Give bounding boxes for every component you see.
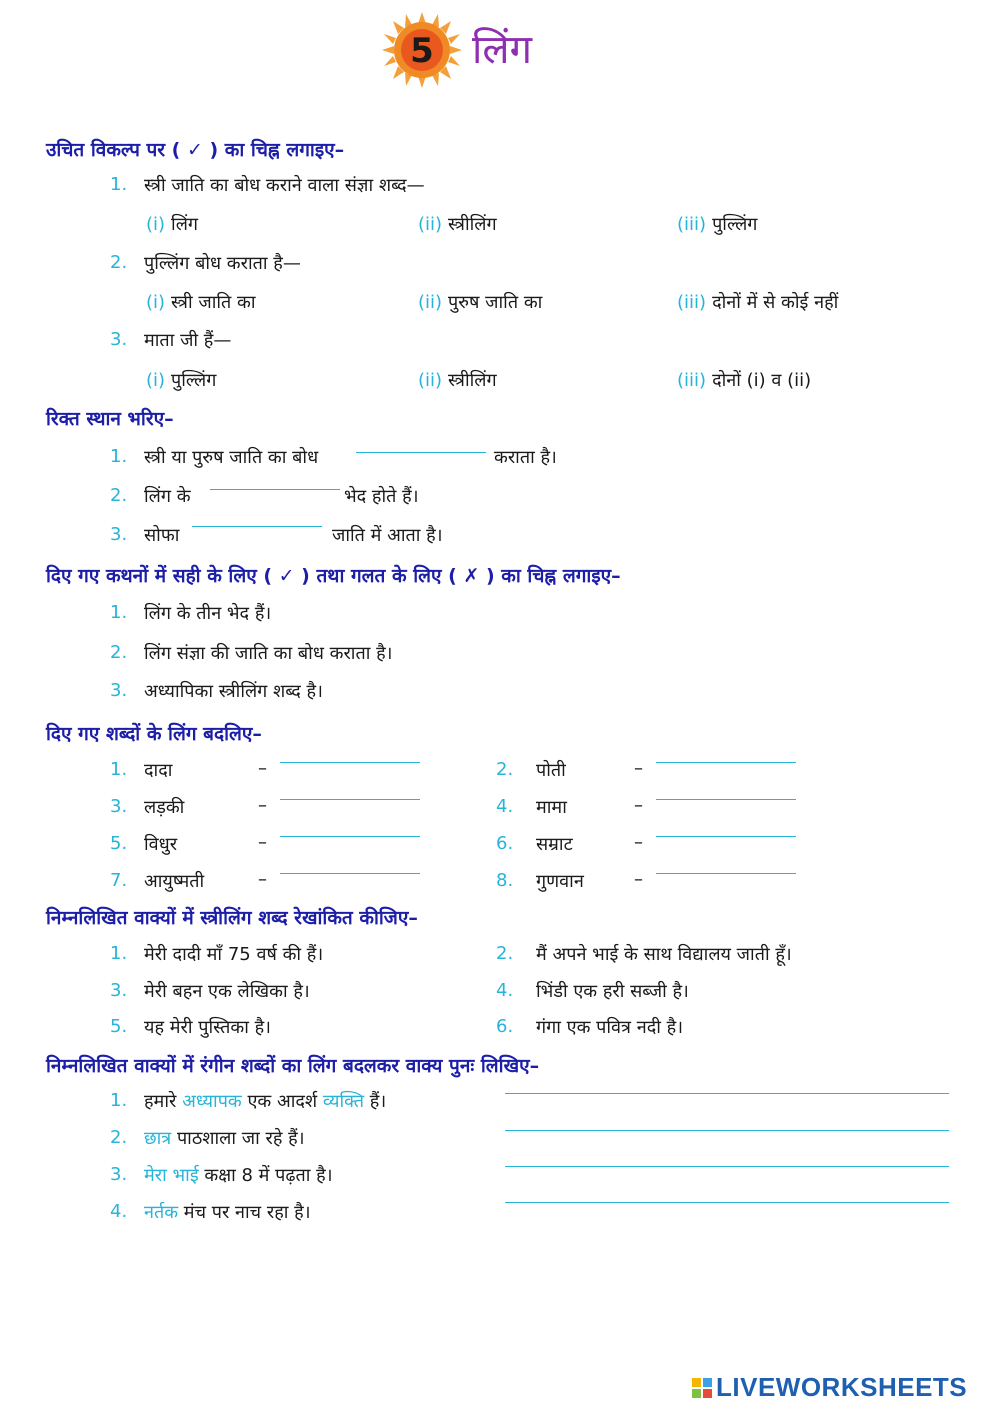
sentence-part: मंच पर नाच रहा है। [178, 1202, 311, 1223]
s4-item6-blank[interactable] [656, 836, 796, 837]
s1-q1-option-3[interactable] [677, 212, 757, 236]
logo-square [692, 1389, 701, 1398]
s1-q3-option-2[interactable] [418, 368, 497, 392]
option-text: स्त्रीलिंग [448, 370, 497, 391]
s6-item4-answer-line[interactable] [505, 1202, 949, 1203]
s5-item5-number: 5. [110, 1016, 128, 1037]
s1-q2-option-3[interactable] [677, 290, 838, 314]
s4-item3-blank[interactable] [280, 799, 420, 800]
colored-word: मेरा भाई [144, 1165, 199, 1186]
option-text: पुरुष जाति का [448, 292, 543, 313]
s5-item1-number: 1. [110, 943, 128, 964]
s4-item2-number: 2. [496, 759, 514, 780]
option-label: (i) [146, 214, 166, 235]
s4-item3-word: लड़की [144, 797, 185, 818]
s2-item3-blank[interactable] [192, 526, 322, 527]
s4-item5-blank[interactable] [280, 836, 420, 837]
s4-item8-number: 8. [496, 870, 514, 891]
s5-item5-text[interactable]: यह मेरी पुस्तिका है। [144, 1017, 271, 1038]
s4-item1-dash: – [258, 758, 267, 779]
logo-square [703, 1389, 712, 1398]
s6-item4-number: 4. [110, 1201, 128, 1222]
s3-item3-text: अध्यापिका स्त्रीलिंग शब्द है। [144, 681, 323, 702]
s2-item2-after: भेद होते हैं। [344, 486, 419, 507]
colored-word: नर्तक [144, 1202, 179, 1223]
s1-q2-option-1[interactable] [146, 290, 256, 314]
option-label: (i) [146, 292, 166, 313]
s4-item5-dash: – [258, 832, 267, 853]
logo-text: LIVEWORKSHEETS [716, 1372, 968, 1402]
s2-item3-before: सोफा [144, 525, 180, 546]
s6-item1-answer-line[interactable] [505, 1093, 949, 1094]
s4-item7-number: 7. [110, 870, 128, 891]
sentence-part: हमारे [144, 1091, 183, 1112]
s4-item1-number: 1. [110, 759, 128, 780]
s3-item3-number: 3. [110, 680, 128, 701]
s2-item1-after: कराता है। [494, 447, 557, 468]
s6-item3-sentence [144, 1163, 333, 1187]
s4-item4-number: 4. [496, 796, 514, 817]
chapter-number-badge [378, 10, 466, 90]
s1-q2-number: 2. [110, 252, 128, 273]
s5-item3-text[interactable]: मेरी बहन एक लेखिका है। [144, 981, 310, 1002]
s5-item1-text[interactable]: मेरी दादी माँ 75 वर्ष की हैं। [144, 944, 324, 965]
section2-heading: रिक्त स्थान भरिए– [46, 408, 174, 430]
s6-item1-sentence [144, 1089, 386, 1113]
s4-item1-word: दादा [144, 760, 173, 781]
sentence-part: पाठशाला जा रहे हैं। [171, 1128, 305, 1149]
s4-item4-blank[interactable] [656, 799, 796, 800]
s5-item4-text[interactable]: भिंडी एक हरी सब्जी है। [536, 981, 689, 1002]
s3-item1-text: लिंग के तीन भेद हैं। [144, 603, 272, 624]
option-text: पुल्लिंग [712, 214, 758, 235]
option-text: लिंग [171, 214, 199, 235]
option-text: दोनों (i) व (ii) [712, 370, 812, 391]
option-label: (iii) [677, 292, 707, 313]
option-text: स्त्रीलिंग [448, 214, 497, 235]
section3-heading: दिए गए कथनों में सही के लिए ( ✓ ) तथा गलत के लिए ( ✗ ) का चिह्न लगाइए– [46, 565, 621, 587]
s1-q3-option-1[interactable] [146, 368, 216, 392]
s6-item3-answer-line[interactable] [505, 1166, 949, 1167]
s6-item2-sentence [144, 1126, 305, 1150]
s2-item2-before: लिंग के [144, 486, 191, 507]
s1-q1-option-1[interactable] [146, 212, 198, 236]
s2-item2-number: 2. [110, 485, 128, 506]
section1-heading: उचित विकल्प पर ( ✓ ) का चिह्न लगाइए– [46, 139, 345, 161]
s4-item4-dash: – [634, 795, 643, 816]
s5-item2-text[interactable]: मैं अपने भाई के साथ विद्यालय जाती हूँ। [536, 944, 792, 965]
s1-q2-text: पुल्लिंग बोध कराता है— [144, 253, 301, 274]
s4-item2-word: पोती [536, 760, 566, 781]
option-label: (ii) [418, 292, 443, 313]
s5-item6-number: 6. [496, 1016, 514, 1037]
s4-item2-dash: – [634, 758, 643, 779]
colored-word: अध्यापक [182, 1091, 242, 1112]
s1-q3-text: माता जी हैं— [144, 330, 232, 351]
option-label: (iii) [677, 214, 707, 235]
s4-item6-dash: – [634, 832, 643, 853]
option-label: (iii) [677, 370, 707, 391]
sentence-part: कक्षा 8 में पढ़ता है। [198, 1165, 333, 1186]
s3-item1-number: 1. [110, 602, 128, 623]
s4-item1-blank[interactable] [280, 762, 420, 763]
s4-item8-word: गुणवान [536, 871, 584, 892]
option-text: स्त्री जाति का [171, 292, 256, 313]
s6-item2-number: 2. [110, 1127, 128, 1148]
s2-item2-blank[interactable] [210, 489, 340, 490]
page-title: लिंग [472, 27, 532, 73]
s2-item3-number: 3. [110, 524, 128, 545]
liveworksheets-logo [692, 1372, 967, 1403]
section4-heading: दिए गए शब्दों के लिंग बदलिए– [46, 723, 262, 745]
option-label: (i) [146, 370, 166, 391]
s4-item7-word: आयुष्मती [144, 871, 205, 892]
colored-word: छात्र [144, 1128, 172, 1149]
option-label: (ii) [418, 370, 443, 391]
s4-item7-dash: – [258, 869, 267, 890]
s6-item1-number: 1. [110, 1090, 128, 1111]
s2-item1-blank[interactable] [356, 452, 486, 453]
s1-q1-number: 1. [110, 174, 128, 195]
s1-q3-number: 3. [110, 329, 128, 350]
s6-item3-number: 3. [110, 1164, 128, 1185]
s4-item3-dash: – [258, 795, 267, 816]
logo-square [692, 1378, 701, 1387]
chapter-number: 5 [410, 31, 434, 71]
s4-item8-dash: – [634, 869, 643, 890]
s5-item3-number: 3. [110, 980, 128, 1001]
s4-item6-word: सम्राट [536, 834, 573, 855]
s1-q2-option-2[interactable] [418, 290, 542, 314]
s4-item2-blank[interactable] [656, 762, 796, 763]
option-text: पुल्लिंग [171, 370, 217, 391]
s6-item4-sentence [144, 1200, 311, 1224]
option-label: (ii) [418, 214, 443, 235]
s1-q1-text: स्त्री जाति का बोध कराने वाला संज्ञा शब्द— [144, 175, 425, 196]
s4-item4-word: मामा [536, 797, 567, 818]
s4-item8-blank[interactable] [656, 873, 796, 874]
chapter-title [378, 10, 532, 90]
s2-item3-after: जाति में आता है। [332, 525, 443, 546]
s1-q3-option-3[interactable] [677, 368, 811, 392]
s1-q1-option-2[interactable] [418, 212, 497, 236]
section5-heading: निम्नलिखित वाक्यों में स्त्रीलिंग शब्द रेखांकित कीजिए– [46, 907, 418, 929]
colored-word: व्यक्ति [322, 1091, 365, 1112]
s2-item1-before: स्त्री या पुरुष जाति का बोध [144, 447, 319, 468]
s2-item1-number: 1. [110, 446, 128, 467]
s4-item7-blank[interactable] [280, 873, 420, 874]
s3-item2-text: लिंग संज्ञा की जाति का बोध कराता है। [144, 643, 393, 664]
sentence-part: हैं। [364, 1091, 387, 1112]
s5-item6-text[interactable]: गंगा एक पवित्र नदी है। [536, 1017, 684, 1038]
s4-item5-word: विधुर [144, 834, 178, 855]
s3-item2-number: 2. [110, 642, 128, 663]
s5-item2-number: 2. [496, 943, 514, 964]
s4-item5-number: 5. [110, 833, 128, 854]
s4-item3-number: 3. [110, 796, 128, 817]
logo-squares-icon [692, 1378, 712, 1398]
sentence-part: एक आदर्श [241, 1091, 323, 1112]
sun-badge-icon [378, 10, 466, 90]
s4-item6-number: 6. [496, 833, 514, 854]
logo-square [703, 1378, 712, 1387]
option-text: दोनों में से कोई नहीं [712, 292, 839, 313]
s5-item4-number: 4. [496, 980, 514, 1001]
section6-heading: निम्नलिखित वाक्यों में रंगीन शब्दों का लिंग बदलकर वाक्य पुनः लिखिए– [46, 1055, 540, 1077]
s6-item2-answer-line[interactable] [505, 1130, 949, 1131]
